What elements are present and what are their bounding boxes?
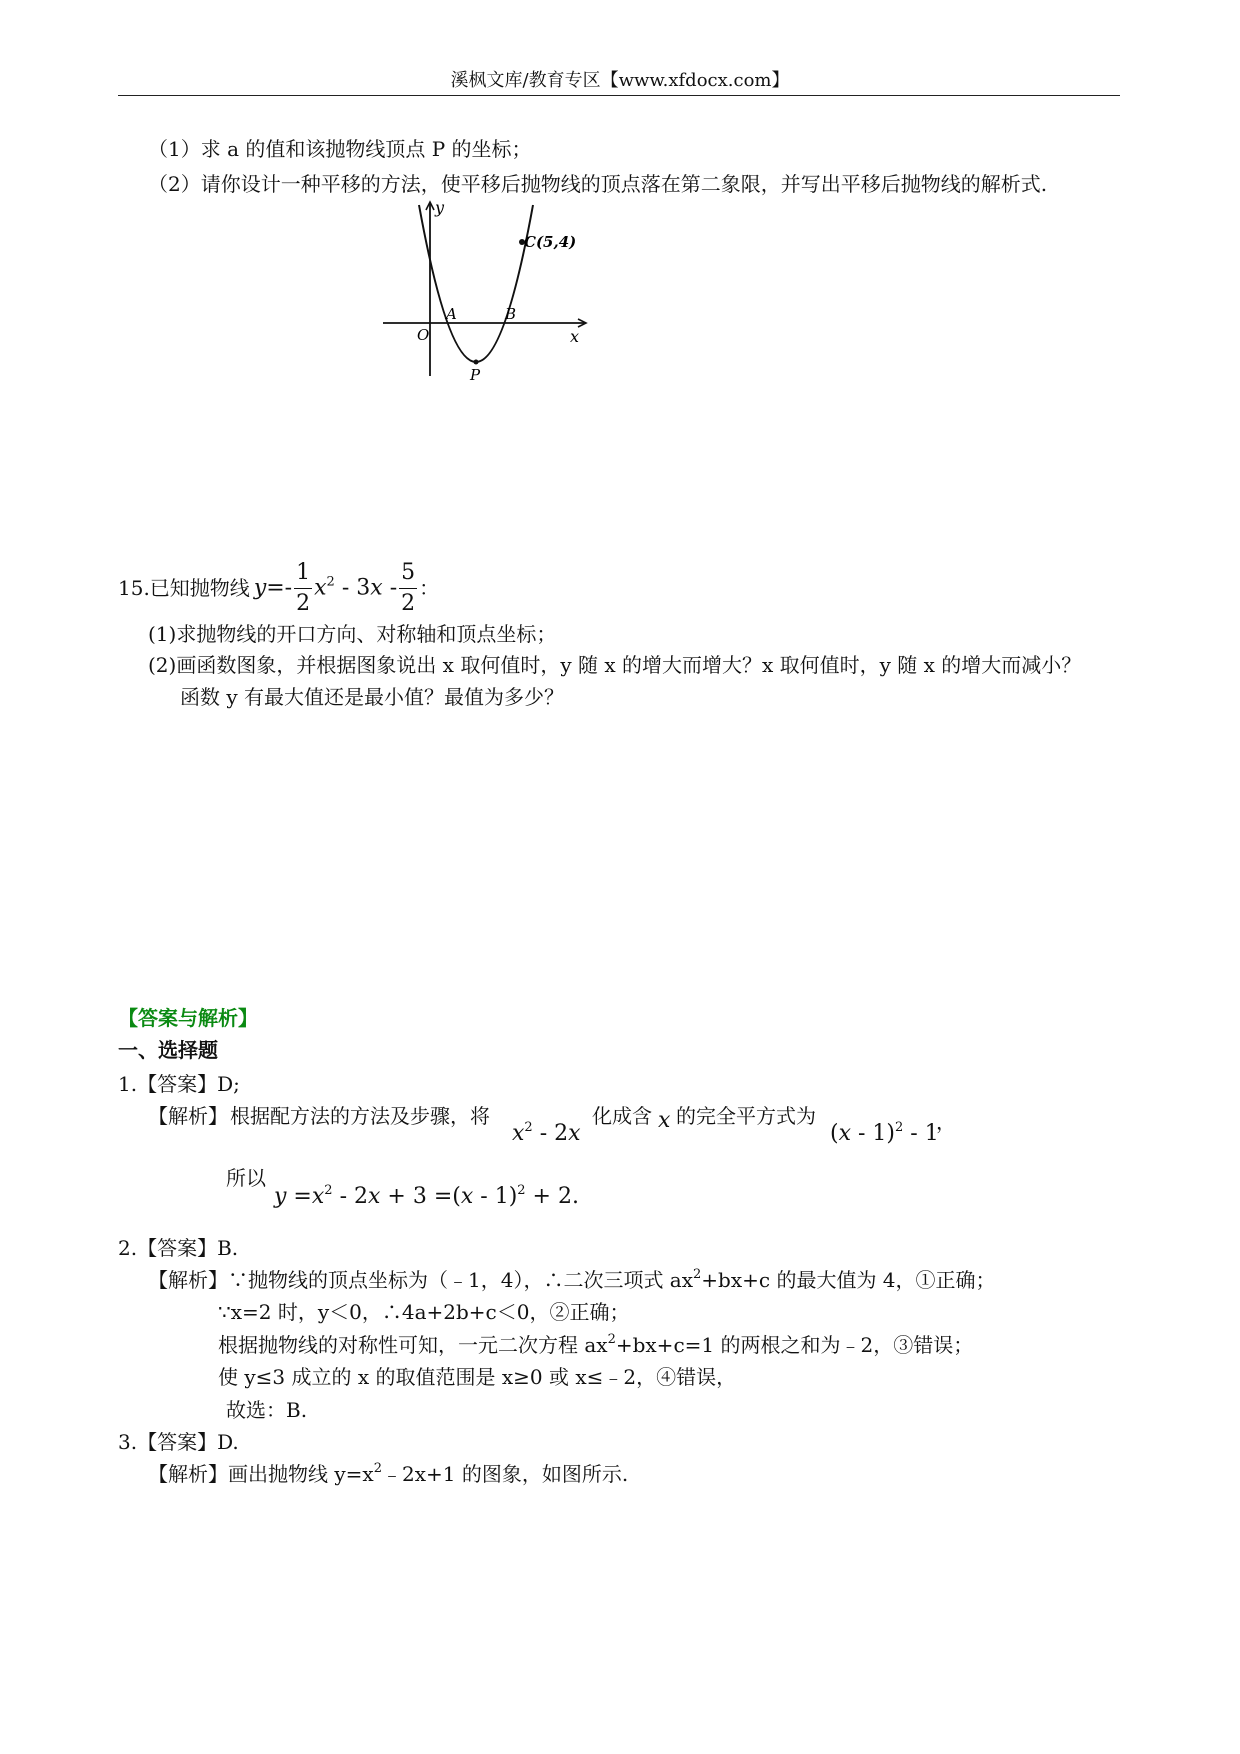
point-p-dot xyxy=(474,360,479,365)
eq-x2: x xyxy=(370,575,383,600)
eq-y: y xyxy=(253,575,267,600)
parabola-curve xyxy=(419,205,533,362)
a1-math3: (x - 1)$^2$ - 1 xyxy=(830,1120,939,1146)
a2-line5: 故选：B. xyxy=(226,1398,308,1422)
section-title: 一、选择题 xyxy=(118,1038,218,1062)
q15-part2-line2: 函数 y 有最大值还是最小值？最值为多少？ xyxy=(180,685,565,709)
q14-parabola-figure xyxy=(380,200,590,380)
answers-title: 【答案与解析】 xyxy=(118,1006,258,1030)
point-c-label: C(5,4) xyxy=(524,233,577,251)
q14-part2: （2）请你设计一种平移的方法，使平移后抛物线的顶点落在第二象限，并写出平移后抛物线的解析式. xyxy=(148,172,1048,196)
y-axis-label: y xyxy=(435,200,445,217)
a2-line4: 使 y≤3 成立的 x 的取值范围是 x≥0 或 x≤﹣2，④错误， xyxy=(218,1365,737,1389)
header-rule xyxy=(118,95,1120,96)
a1-suoyi: 所以 xyxy=(226,1166,266,1190)
eq-frac-2: $\frac{5}{2}$ xyxy=(401,559,416,616)
eq-sup: 2 xyxy=(326,574,335,589)
origin-label: O xyxy=(417,326,430,344)
q15-part2-line1: (2)画函数图象，并根据图象说出 x 取何值时，y 随 x 的增大而增大？x 取何值时，y 随 x 的增大而减小？ xyxy=(148,653,1082,677)
a1-text2: 化成含 xyxy=(592,1104,652,1128)
point-a-label: A xyxy=(446,305,457,323)
q14-part1: （1）求 a 的值和该抛物线顶点 P 的坐标； xyxy=(148,137,532,161)
a1-math2: x xyxy=(658,1108,671,1133)
a1-jiexi-label: 【解析】 xyxy=(148,1104,228,1128)
point-b-label: B xyxy=(505,305,517,323)
a3-answer: 3.【答案】D. xyxy=(118,1430,239,1454)
a2-line1: 【解析】∵抛物线的顶点坐标为（﹣1，4），∴二次三项式 $ax^2+bx+c$ 的最大值为 4，①正确； xyxy=(148,1267,996,1292)
eq-equals: =- xyxy=(266,575,293,600)
x-axis-label: x xyxy=(570,327,580,346)
a1-text1: 根据配方法的方法及步骤，将 xyxy=(230,1104,490,1128)
a2-line2: ∵x=2 时，y＜0，∴4a+2b+c＜0，②正确； xyxy=(218,1300,630,1324)
a2-answer: 2.【答案】B. xyxy=(118,1236,239,1260)
a3-line1: 【解析】画出抛物线 $y=x^2﹣2x+1$ 的图象，如图所示. xyxy=(148,1461,629,1486)
a1-comma: ， xyxy=(936,1110,956,1134)
a1-math4: $y =x^2 - 2x + 3 =(x - 1)^2 + 2$. xyxy=(274,1183,579,1209)
a1-math1: $x^2 - 2x$ xyxy=(512,1120,581,1146)
eq-minus: - xyxy=(389,575,398,600)
q15-stem xyxy=(118,558,439,618)
eq-frac-1: $\frac{1}{2}$ xyxy=(296,559,311,616)
a2-line3: 根据抛物线的对称性可知，一元二次方程 $ax^2+bx+c=1$ 的两根之和为﹣2，③错误； xyxy=(218,1332,974,1357)
eq-x: x xyxy=(314,575,327,600)
a1-text3: 的完全平方式为 xyxy=(676,1104,816,1128)
q15-suffix: ： xyxy=(419,576,440,600)
q15-equation xyxy=(253,559,419,616)
point-p-label: P xyxy=(470,366,481,380)
eq-mid: - 3 xyxy=(341,575,371,600)
a1-answer: 1.【答案】D; xyxy=(118,1072,240,1096)
q15-prefix: 15.已知抛物线 xyxy=(118,576,250,600)
q15-part1: (1)求抛物线的开口方向、对称轴和顶点坐标； xyxy=(148,622,557,646)
page-header: 溪枫文库/教育专区【www.xfdocx.com】 xyxy=(450,70,790,91)
